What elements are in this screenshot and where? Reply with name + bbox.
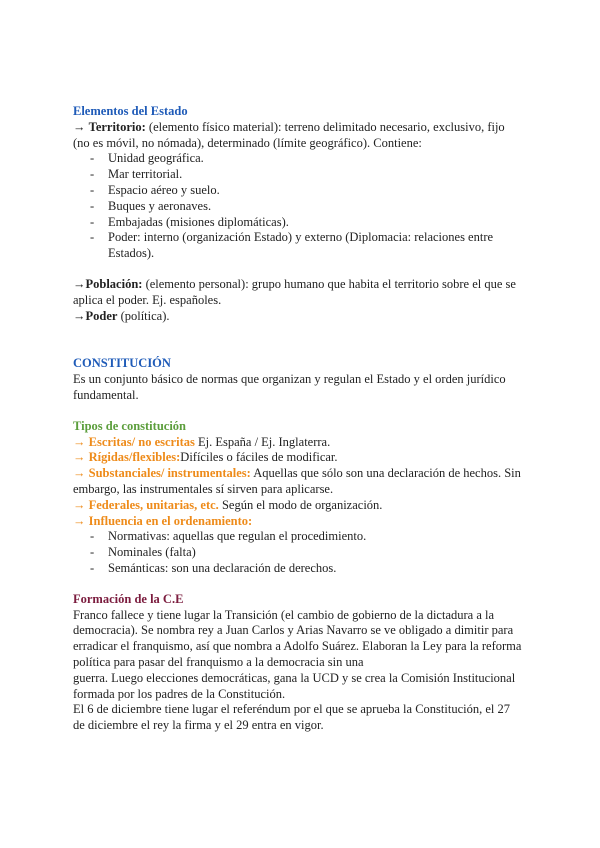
heading-tipos-constitucion: Tipos de constitución [73, 418, 186, 433]
list-item: - Poder: interno (organización Estado) y externo (Diplomacia: relaciones entre Estados). [90, 230, 494, 261]
tipo-influencia [73, 514, 523, 530]
paragraph-territorio [73, 120, 523, 152]
heading-elementos-estado: Elementos del Estado [73, 104, 188, 118]
arrow-icon: → [73, 497, 86, 512]
arrow-icon: → [73, 450, 86, 465]
arrow-icon: → [73, 466, 86, 481]
arrow-icon: → [73, 119, 86, 134]
escritas-label: Escritas/ no escritas [85, 434, 195, 449]
dash-bullet: - [90, 560, 95, 575]
poder-text: (política). [117, 308, 170, 323]
dash-bullet: - [90, 167, 95, 182]
arrow-icon: → [73, 513, 86, 528]
arrow-icon: → [73, 276, 86, 291]
tipo-rigidas: → Rígidas/flexibles:Difíciles o fáciles de modificar. [73, 450, 338, 465]
poblacion-label: Población: [85, 276, 143, 291]
rigidas-label: Rígidas/flexibles: [85, 450, 181, 465]
list-item: - Buques y aeronaves. [90, 198, 212, 213]
dash-bullet: - [90, 198, 95, 213]
dash-bullet: - [90, 214, 95, 229]
dash-bullet: - [90, 529, 95, 544]
list-item: - Normativas: aquellas que regulan el procedimiento. [90, 529, 367, 544]
paragraph-formacion-2: guerra. Luego elecciones democráticas, gana la UCD y se crea la Comisión Institucional formada por los padres de la Constitución. [73, 670, 516, 701]
influencia-list [73, 529, 523, 576]
heading-constitucion: CONSTITUCIÓN [73, 356, 171, 371]
arrow-icon: → [73, 434, 86, 449]
list-item: - Unidad geográfica. [90, 151, 204, 166]
dash-bullet: - [90, 151, 95, 166]
substanciales-label: Substanciales/ instrumentales: [85, 466, 251, 481]
paragraph-poblacion [73, 277, 523, 309]
arrow-icon: → [73, 308, 86, 323]
territorio-label: Territorio: [88, 119, 146, 134]
paragraph-constitucion: Es un conjunto básico de normas que organizan y regulan el Estado y el orden jurídico fundamental. [73, 372, 506, 402]
dash-bullet: - [90, 230, 95, 245]
influencia-label: Influencia en el ordenamiento: [85, 513, 253, 528]
list-item: - Mar territorial. [90, 167, 183, 182]
paragraph-formacion-3: El 6 de diciembre tiene lugar el referéndum por el que se aprueba la Constitución, el 27 de diciembre el rey la firma y el 29 entra en vigor. [73, 702, 510, 733]
tipo-substanciales: → Substanciales/ instrumentales: Aquellas que sólo son una declaración de hechos. Sin embargo, las instrumentales sí sirven para aplicarse. [73, 466, 521, 496]
document-content [73, 104, 523, 734]
list-item: - Semánticas: son una declaración de derechos. [90, 560, 337, 575]
territorio-text: (elemento físico material): terreno delimitado necesario, exclusivo, fijo (no es móvil, no nómada), determinado (límite geográfico). Contiene: [73, 119, 505, 150]
federales-label: Federales, unitarias, etc. [85, 497, 219, 512]
tipo-escritas: → Escritas/ no escritas Ej. España / Ej. Inglaterra. [73, 434, 331, 449]
poder-label: Poder [85, 308, 118, 323]
list-item: - Espacio aéreo y suelo. [90, 182, 220, 197]
paragraph-poder [73, 309, 523, 325]
dash-bullet: - [90, 182, 95, 197]
tipo-federales: → Federales, unitarias, etc. Según el modo de organización. [73, 497, 383, 512]
paragraph-formacion-1: Franco fallece y tiene lugar la Transición (el cambio de gobierno de la dictadura a la democracia). Se nombra rey a Juan Carlos y Arias Navarro se ve obligado a dimitir para erradicar el franquismo, así que nombra a Adolfo Suárez. Elaboran la Ley para la reforma política para pasar del franquismo a la democracia sin una [73, 607, 522, 669]
dash-bullet: - [90, 545, 95, 560]
list-item: - Embajadas (misiones diplomáticas). [90, 214, 289, 229]
list-item: - Nominales (falta) [90, 545, 196, 560]
heading-formacion-ce: Formación de la C.E [73, 591, 184, 606]
territorio-list [73, 151, 523, 262]
poblacion-text: (elemento personal): grupo humano que habita el territorio sobre el que se aplica el poder. Ej. españoles. [73, 276, 516, 307]
